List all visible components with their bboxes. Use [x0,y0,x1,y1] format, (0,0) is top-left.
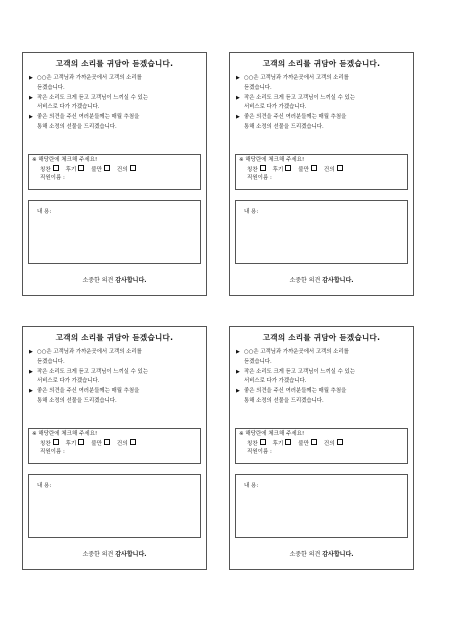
bullet-line: 서비스로 다가 가겠습니다. [37,378,100,384]
bullet-item [236,387,411,406]
option-3 [117,439,136,449]
option-1 [273,165,292,175]
option-label: 칭찬 [247,166,258,173]
content-area[interactable] [235,200,408,264]
card-footer [230,275,413,284]
bullet-line: 듣겠습니다. [244,84,272,91]
bullet-line: 통해 소정의 선물을 드리겠습니다. [37,123,117,130]
checkbox[interactable] [130,439,136,445]
checkbox[interactable] [53,439,59,445]
triangle-bullet-icon: ▶ [29,114,33,120]
footer-thanks: 감사합니다. [115,277,147,284]
bullet-item [236,74,411,93]
content-label: 내 용: [37,209,52,215]
bullet-line: ○○은 고객님과 가까운곳에서 고객의 소리를 [244,349,349,355]
bullet-item [236,348,411,367]
staff-name-field[interactable]: 직원이름 : [40,175,65,181]
option-label: 건의 [323,440,335,447]
bullet-line: ○○은 고객님과 가까운곳에서 고객의 소리를 [37,75,142,81]
check-instruction: ※ 해당란에 체크해 주세요! [239,431,305,437]
bullet-line: 통해 소정의 선물을 드리겠습니다. [244,123,324,130]
option-label: 불만 [298,440,309,447]
triangle-bullet-icon: ▶ [29,388,33,394]
footer-thanks: 감사합니다. [115,551,147,558]
option-2 [91,439,110,449]
triangle-bullet-icon: ▶ [236,75,240,81]
footer-text: 소중한 의견 [289,277,323,284]
option-label: 불만 [91,166,102,173]
category-options [236,439,407,449]
checkbox[interactable] [311,165,317,171]
card-title: 고객의 소리를 귀담아 듣겠습니다. [55,59,174,68]
option-label: 후기 [65,166,77,173]
option-2 [298,439,317,449]
option-label: 건의 [116,440,128,447]
option-label: 건의 [323,166,335,173]
option-0 [247,439,266,449]
feedback-card-4 [229,326,414,570]
category-check-box [235,154,408,190]
card-title: 고객의 소리를 귀담아 듣겠습니다. [262,333,381,342]
notice-list [236,74,411,133]
bullet-line: 듣겠습니다. [244,358,272,365]
content-label: 내 용: [244,483,259,489]
checkbox[interactable] [130,165,136,171]
content-label: 내 용: [37,483,52,489]
triangle-bullet-icon: ▶ [236,349,240,355]
category-check-box [28,154,201,190]
checkbox[interactable] [104,439,110,445]
card-footer [23,549,206,558]
checkbox[interactable] [260,439,266,445]
footer-text: 소중한 의견 [82,551,116,558]
option-0 [40,439,59,449]
card-title: 고객의 소리를 귀담아 듣겠습니다. [55,333,174,342]
triangle-bullet-icon: ▶ [29,368,33,375]
content-label: 내 용: [244,209,259,215]
option-label: 칭찬 [247,440,258,447]
bullet-line: 듣겠습니다. [37,84,65,91]
option-1 [273,439,292,449]
option-3 [324,439,343,449]
checkbox[interactable] [311,439,317,445]
feedback-card-3 [22,326,207,570]
check-instruction: ※ 해당란에 체크해 주세요! [239,157,305,163]
checkbox[interactable] [285,439,291,445]
option-label: 건의 [116,166,128,173]
option-label: 후기 [272,440,284,447]
triangle-bullet-icon: ▶ [29,94,33,101]
option-1 [66,165,85,175]
content-area[interactable] [28,200,201,264]
option-2 [298,165,317,175]
bullet-item [29,94,204,113]
option-label: 불만 [298,166,309,173]
triangle-bullet-icon: ▶ [236,94,240,101]
triangle-bullet-icon: ▶ [236,368,240,375]
option-label: 후기 [65,440,77,447]
bullet-line: 작은 소리도 크게 듣고 고객님이 느끼실 수 있는 [244,94,355,101]
triangle-bullet-icon: ▶ [29,349,33,355]
bullet-line: 서비스로 다가 가겠습니다. [244,378,307,384]
checkbox[interactable] [260,165,266,171]
triangle-bullet-icon: ▶ [236,388,240,394]
bullet-line: 서비스로 다가 가겠습니다. [37,104,100,110]
card-title: 고객의 소리를 귀담아 듣겠습니다. [262,59,381,68]
content-area[interactable] [235,474,408,538]
option-0 [247,165,266,175]
notice-list [236,348,411,407]
bullet-line: ○○은 고객님과 가까운곳에서 고객의 소리를 [244,75,349,81]
card-footer [230,549,413,558]
notice-list [29,74,204,133]
option-1 [66,439,85,449]
staff-name-field[interactable]: 직원이름 : [247,175,272,181]
feedback-card-1 [22,52,207,296]
bullet-line: 좋은 의견을 주신 여러분들께는 매월 추첨을 [244,114,347,120]
checkbox[interactable] [53,165,59,171]
category-options [29,439,200,449]
bullet-line: 작은 소리도 크게 듣고 고객님이 느끼실 수 있는 [37,368,148,375]
bullet-item [29,387,204,406]
footer-text: 소중한 의견 [289,551,323,558]
bullet-item [29,348,204,367]
bullet-item [29,74,204,93]
footer-thanks: 감사합니다. [322,277,354,284]
bullet-line: 통해 소정의 선물을 드리겠습니다. [244,397,324,404]
triangle-bullet-icon: ▶ [236,114,240,120]
footer-thanks: 감사합니다. [322,551,354,558]
bullet-line: 작은 소리도 크게 듣고 고객님이 느끼실 수 있는 [37,94,148,101]
checkbox[interactable] [337,439,343,445]
bullet-line: 작은 소리도 크게 듣고 고객님이 느끼실 수 있는 [244,368,355,375]
bullet-item [236,94,411,113]
option-label: 후기 [272,166,284,173]
card-footer [23,275,206,284]
checkbox[interactable] [285,165,291,171]
category-check-box [28,428,201,464]
triangle-bullet-icon: ▶ [29,75,33,81]
option-label: 칭찬 [40,440,51,447]
option-3 [324,165,343,175]
category-options [236,165,407,175]
staff-name-field[interactable]: 직원이름 : [40,449,65,455]
checkbox[interactable] [78,439,84,445]
bullet-item [29,368,204,387]
feedback-card-2 [229,52,414,296]
bullet-item [236,113,411,132]
footer-text: 소중한 의견 [82,277,116,284]
category-options [29,165,200,175]
checkbox[interactable] [104,165,110,171]
option-label: 칭찬 [40,166,51,173]
bullet-line: 좋은 의견을 주신 여러분들께는 매월 추첨을 [244,388,347,394]
bullet-line: 듣겠습니다. [37,358,65,365]
bullet-line: 좋은 의견을 주신 여러분들께는 매월 추첨을 [37,388,140,394]
checkbox[interactable] [337,165,343,171]
category-check-box [235,428,408,464]
bullet-line: 좋은 의견을 주신 여러분들께는 매월 추첨을 [37,114,140,120]
bullet-line: 통해 소정의 선물을 드리겠습니다. [37,397,117,404]
option-3 [117,165,136,175]
staff-name-field[interactable]: 직원이름 : [247,449,272,455]
bullet-item [29,113,204,132]
bullet-line: ○○은 고객님과 가까운곳에서 고객의 소리를 [37,349,142,355]
option-0 [40,165,59,175]
checkbox[interactable] [78,165,84,171]
check-instruction: ※ 해당란에 체크해 주세요! [32,431,98,437]
check-instruction: ※ 해당란에 체크해 주세요! [32,157,98,163]
notice-list [29,348,204,407]
bullet-line: 서비스로 다가 가겠습니다. [244,104,307,110]
content-area[interactable] [28,474,201,538]
option-label: 불만 [91,440,102,447]
bullet-item [236,368,411,387]
option-2 [91,165,110,175]
